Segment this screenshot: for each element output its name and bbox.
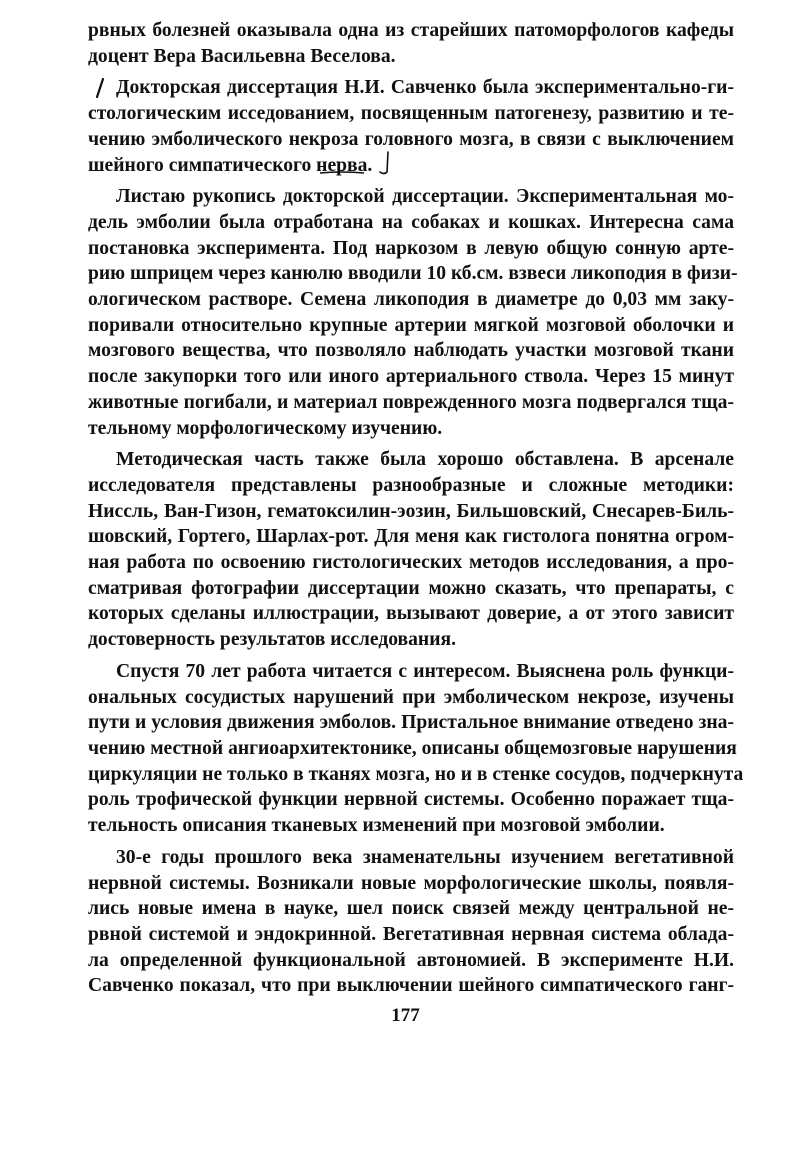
text-line: роль трофической функции нервной системы. Особенно поражает тща-: [88, 789, 734, 811]
handwritten-underline-mark: [318, 170, 368, 182]
text-line: которых сделаны иллюстрации, вызывают доверие, а от этого зависит: [88, 603, 734, 625]
text-line: рию шприцем через канюлю вводили 10 кб.см. взвеси ликоподия в физи-: [88, 263, 738, 285]
text-line: постановка эксперимента. Под наркозом в левую общую сонную арте-: [88, 237, 734, 259]
text-line: ональных сосудистых нарушений при эмболическом некрозе, изучены: [88, 686, 734, 708]
handwritten-bracket-mark: [378, 150, 392, 176]
text-line: 30-е годы прошлого века знаменательны изучением вегетативной: [116, 846, 734, 868]
text-line: дель эмболии была отработана на собаках и кошках. Интересна сама: [88, 211, 734, 233]
text-line: ная работа по освоению гистологических методов исследования, а про-: [88, 552, 734, 574]
text-line: тельность описания тканевых изменений при мозговой эмболии.: [88, 815, 665, 837]
body-text: [88, 18, 744, 999]
text-line: Докторская диссертация Н.И. Савченко была экспериментально-ги-: [116, 77, 734, 99]
text-line: после закупорки того или иного артериального ствола. Через 15 минут: [88, 366, 734, 388]
text-line: сматривая фотографии диссертации можно сказать, что препараты, с: [88, 577, 734, 599]
text-line: ла определенной функциональной автономией. В эксперименте Н.И.: [88, 949, 734, 971]
text-line: животные погибали, и материал поврежденного мозга подвергался тща-: [88, 391, 734, 413]
text-line: шовский, Гортего, Шарлах-рот. Для меня как гистолога понятна огром-: [88, 526, 734, 548]
text-line: нервной системы. Возникали новые морфологические школы, появля-: [88, 872, 734, 894]
text-line: рвных болезней оказывала одна из старейших патоморфологов кафеды: [88, 20, 734, 41]
text-line: Спустя 70 лет работа читается с интересом. Выяснена роль функци-: [116, 660, 734, 682]
text-line: ологическом растворе. Семена ликоподия в диаметре до 0,03 мм заку-: [88, 289, 734, 311]
text-line: достоверность результатов исследования.: [88, 629, 456, 651]
text-line: Листаю рукопись докторской диссертации. Экспериментальная мо-: [116, 186, 734, 208]
text-line: циркуляции не только в тканях мозга, но и в стенке сосудов, подчеркнута: [88, 763, 744, 785]
text-line: чению местной ангиоархитектонике, описаны общемозговые нарушения: [88, 737, 737, 759]
text-line: мозгового вещества, что позволяло наблюдать участки мозговой ткани: [88, 340, 734, 362]
page-number: 177: [391, 1005, 420, 1026]
text-line: пути и условия движения эмболов. Пристальное внимание отведено зна-: [88, 712, 734, 734]
text-line: поривали относительно крупные артерии мягкой мозговой оболочки и: [88, 314, 734, 336]
text-line: чению эмболического некроза головного мозга, в связи с выключением: [88, 128, 734, 150]
text-line: лись новые имена в науке, шел поиск связей между центральной не-: [88, 898, 734, 920]
text-line: тельному морфологическому изучению.: [88, 417, 443, 439]
text-line: доцент Вера Васильевна Веселова.: [88, 45, 396, 67]
text-line: стологическим исседованием, посвященным патогенезу, развитию и те-: [88, 103, 734, 125]
text-line: рвной системой и эндокринной. Вегетативная нервная система облада-: [88, 923, 734, 945]
text-line: исследователя представлены разнообразные и сложные методики:: [88, 474, 734, 496]
text-line: шейного симпатического нерва.: [88, 154, 373, 176]
text-line: Савченко показал, что при выключении шейного симпатического ганг-: [88, 975, 734, 997]
handwritten-slash-mark: [94, 78, 106, 98]
text-line: Ниссль, Ван-Гизон, гематоксилин-эозин, Бильшовский, Снесарев-Биль-: [88, 500, 734, 522]
text-line: Методическая часть также была хорошо обставлена. В арсенале: [116, 449, 734, 471]
